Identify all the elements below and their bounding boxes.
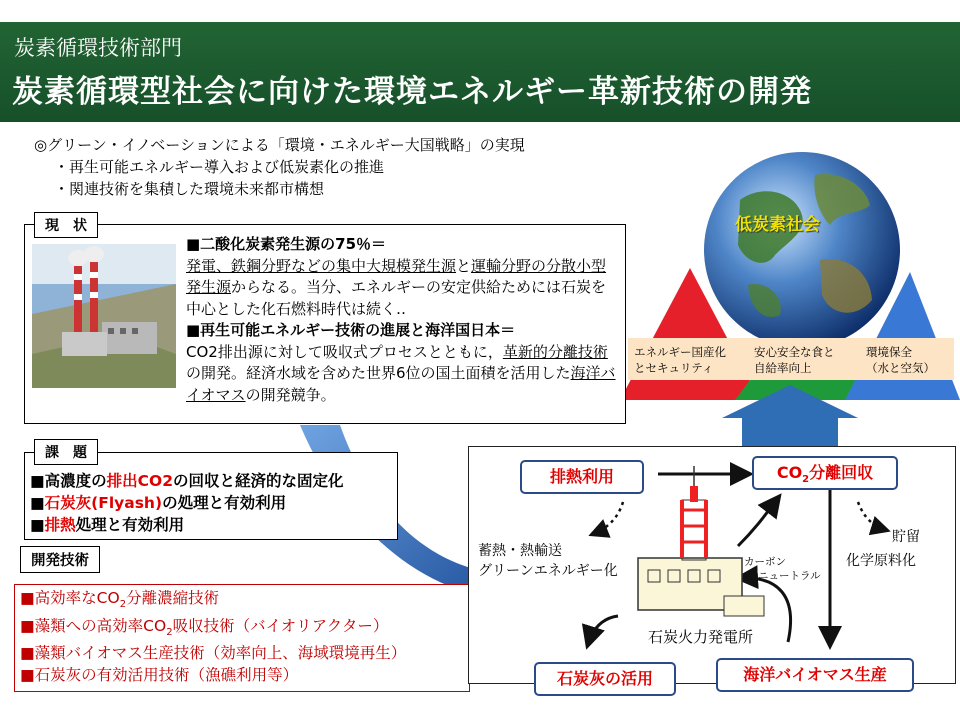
text: 環境保全 bbox=[866, 345, 912, 359]
dev-item bbox=[20, 616, 406, 644]
dev-item bbox=[20, 665, 406, 687]
current-status-text bbox=[186, 234, 618, 406]
text: 分離濃縮技術 bbox=[126, 589, 220, 607]
carbon-label: カーボン bbox=[744, 556, 786, 568]
subscript: 2 bbox=[802, 474, 810, 486]
page-title: 炭素循環型社会に向けた環境エネルギー革新技術の開発 bbox=[12, 74, 812, 110]
heat-storage-label: 蓄熱・熱輸送 bbox=[478, 543, 562, 559]
dev-item bbox=[20, 588, 406, 616]
text: CO2排出源に対して吸収式プロセスとともに， bbox=[186, 342, 503, 361]
text: 藻類バイオマス生産技術（効率向上、海域環境再生） bbox=[34, 644, 407, 663]
dev-tech-list bbox=[20, 588, 406, 686]
underlined-text: 発電、鉄鋼分野などの集中大規模発生源 bbox=[186, 256, 457, 275]
text: 自給率向上 bbox=[754, 361, 812, 375]
text: からなる。当分、エネルギーの安定供給ためには石炭を中心とした化石燃料時代は続く‥ bbox=[186, 278, 607, 318]
intro-section bbox=[34, 134, 525, 200]
dev-tech-label: 開発技術 bbox=[20, 546, 100, 573]
current-status-label: 現 状 bbox=[34, 212, 98, 238]
power-plant-image bbox=[32, 244, 176, 388]
storage-label: 貯留 bbox=[892, 529, 920, 545]
bullet-square-icon: ■ bbox=[20, 665, 35, 684]
highlight-text: 石炭灰(Flyash) bbox=[44, 494, 163, 512]
coal-plant-label: 石炭火力発電所 bbox=[648, 628, 754, 646]
header-banner bbox=[0, 22, 960, 122]
underlined-text: 海洋バイオマス bbox=[186, 364, 616, 404]
underlined-text: 革新的分離技術 bbox=[502, 342, 608, 361]
intro-main: ◎グリーン・イノベーションによる「環境・エネルギー大国戦略」の実現 bbox=[34, 136, 525, 154]
status-heading-1: ■二酸化炭素発生源の75％＝ bbox=[186, 235, 387, 253]
low-carbon-society-label: 低炭素社会 bbox=[735, 215, 820, 235]
text: 藻類への高効率CO bbox=[34, 616, 167, 635]
text: ■ bbox=[30, 516, 45, 534]
waste-heat-node: 排熱利用 bbox=[520, 460, 644, 494]
text: の処理と有効利用 bbox=[162, 494, 287, 512]
globe-icon bbox=[704, 152, 900, 348]
pillar-environment bbox=[866, 344, 935, 376]
issues-label: 課 題 bbox=[34, 439, 98, 465]
green-energy-label: グリーンエネルギー化 bbox=[478, 563, 618, 579]
text: 処理と有効利用 bbox=[75, 516, 185, 534]
text: ■ bbox=[30, 494, 45, 512]
pillar-energy bbox=[634, 344, 726, 376]
subscript: 2 bbox=[119, 599, 127, 611]
text: の開発。経済水域を含めた世界6位の国土面積を活用した bbox=[186, 364, 571, 382]
department-label: 炭素循環技術部門 bbox=[14, 36, 182, 60]
subscript: 2 bbox=[166, 626, 173, 638]
text: ■高濃度の bbox=[30, 472, 107, 490]
text: 石炭灰の有効活用技術（漁礁利用等） bbox=[34, 665, 299, 684]
status-heading-2: ■再生可能エネルギー技術の進展と海洋国日本＝ bbox=[186, 321, 516, 339]
bullet-square-icon: ■ bbox=[20, 616, 35, 635]
bullet-square-icon: ■ bbox=[20, 644, 35, 663]
text: エネルギー国産化 bbox=[634, 345, 726, 359]
neutral-label: ニュートラル bbox=[758, 570, 821, 582]
marine-biomass-node: 海洋バイオマス生産 bbox=[716, 658, 914, 692]
co2-capture-node bbox=[752, 456, 898, 490]
text: と bbox=[456, 256, 472, 275]
issues-list bbox=[30, 470, 344, 536]
pillar-food bbox=[754, 344, 835, 376]
text: 安心安全な食と bbox=[754, 345, 835, 359]
highlight-text: 排出CO2 bbox=[106, 472, 173, 490]
text: の開発競争。 bbox=[245, 385, 336, 404]
highlight-text: 排熱 bbox=[44, 516, 76, 534]
text: 高効率なCO bbox=[34, 589, 120, 607]
chemical-raw-label: 化学原料化 bbox=[846, 553, 916, 569]
coal-plant-icon bbox=[638, 466, 764, 616]
pillars-strip bbox=[628, 338, 954, 380]
text: 吸収技術（バイオリアクター） bbox=[172, 616, 389, 635]
status-paragraph-1 bbox=[186, 256, 618, 321]
text: とセキュリティ bbox=[634, 361, 714, 375]
intro-bullet: ・関連技術を集積した環境未来都市構想 bbox=[54, 180, 325, 198]
underlined-text: 運輸分野の分散小型発生源 bbox=[186, 256, 607, 296]
text: CO bbox=[776, 463, 803, 482]
text: 分離回収 bbox=[809, 463, 874, 482]
status-paragraph-2 bbox=[186, 342, 618, 407]
issue-item bbox=[30, 470, 344, 492]
issue-item bbox=[30, 492, 344, 514]
intro-bullet: ・再生可能エネルギー導入および低炭素化の推進 bbox=[54, 158, 385, 176]
issue-item bbox=[30, 514, 344, 536]
fly-ash-node: 石炭灰の活用 bbox=[534, 662, 676, 696]
bullet-square-icon: ■ bbox=[20, 589, 35, 607]
text: （水と空気） bbox=[866, 361, 935, 375]
text: の回収と経済的な固定化 bbox=[173, 472, 344, 490]
dev-item bbox=[20, 643, 406, 665]
